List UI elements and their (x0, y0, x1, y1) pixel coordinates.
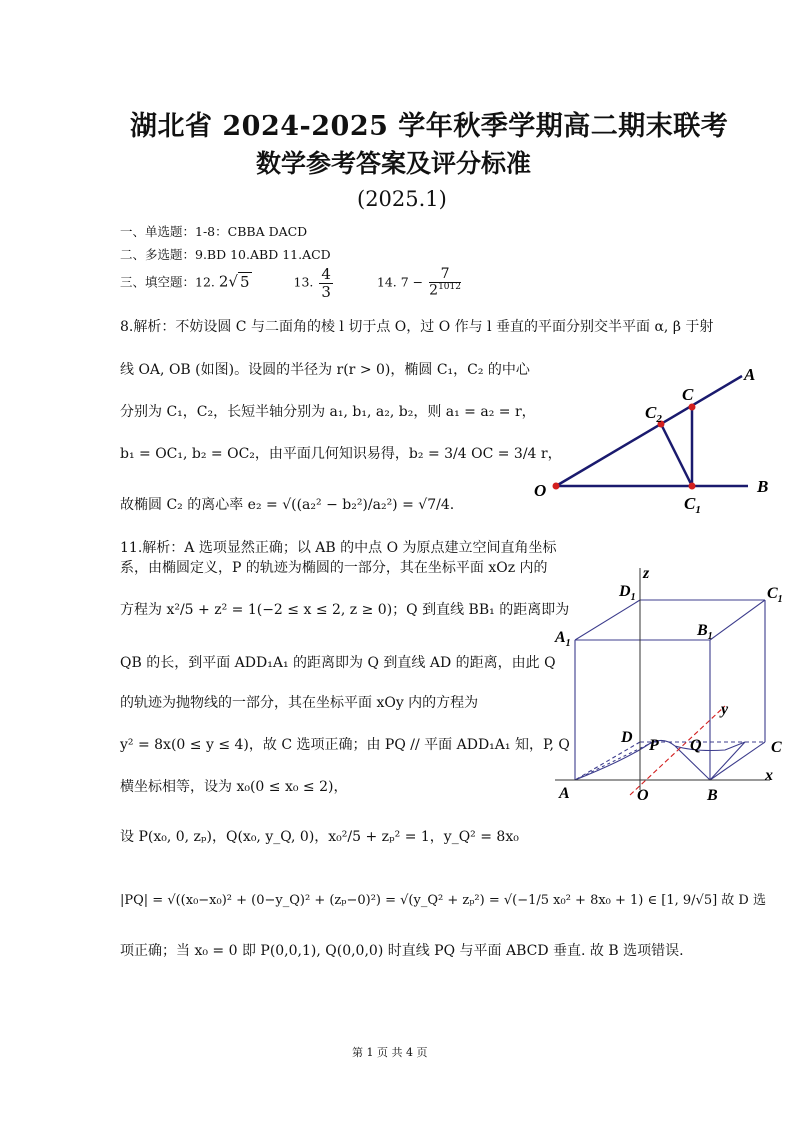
fig1-label-C: C (682, 385, 694, 404)
fig2-label-B: B (707, 787, 718, 804)
page-subtitle: 数学参考答案及评分标准 (256, 149, 532, 178)
figure-dihedral (520, 360, 790, 520)
q11-line5: 的轨迹为抛物线的一部分，其在坐标平面 xOy 内的方程为 (120, 695, 479, 711)
answer-multi-choice: 二、多选题：9.BD 10.ABD 11.ACD (120, 247, 331, 262)
q11-line1: 11.解析：A 选项显然正确；以 AB 的中点 O 为原点建立空间直角坐标 (120, 540, 557, 556)
q11-line2: 系，由椭圆定义，P 的轨迹为椭圆的一部分，其在坐标平面 xOz 内的 (120, 560, 548, 576)
q11-line7: 横坐标相等，设为 x₀(0 ≤ x₀ ≤ 2)， (120, 779, 348, 795)
fill-13-label: 13. (293, 274, 314, 290)
fill-13-fraction: $\frac{4}{3}$ (321, 265, 331, 301)
fig2-label-Q: Q (690, 737, 702, 754)
fig2-label-x: x (765, 767, 773, 784)
fill-prefix: 三、填空题：12. (120, 274, 215, 290)
fig1-label-C1: $C_1$ (684, 494, 701, 516)
q8-line4: b₁ = OC₁, b₂ = OC₂，由平面几何知识易得，b₂ = 3/4 OC = 3/4 r， (120, 446, 562, 462)
q11-line4: QB 的长，到平面 ADD₁A₁ 的距离即为 Q 到直线 AD 的距离，由此 Q (120, 655, 556, 671)
page-title: 湖北省 2024-2025 学年秋季学期高二期末联考 (130, 111, 729, 142)
q8-line3: 分别为 C₁，C₂，长短半轴分别为 a₁, b₁, a₂, b₂，则 a₁ = a₂ = r， (120, 404, 536, 420)
fig1-label-A: A (744, 365, 756, 384)
fig2-label-P: P (649, 737, 659, 754)
q11-line10: 项正确；当 x₀ = 0 即 P(0,0,1), Q(0,0,0) 时直线 PQ 与平面 ABCD 垂直. 故 B 选项错误. (120, 943, 684, 959)
page-date: (2025.1) (357, 187, 447, 211)
q11-line3: 方程为 x²/5 + z² = 1(−2 ≤ x ≤ 2, z ≥ 0)；Q 到直线 BB₁ 的距离即为 (120, 602, 570, 618)
fig2-label-D: D (621, 729, 633, 746)
fig2-label-A1: $A_1$ (555, 629, 571, 649)
page-footer: 第 1 页 共 4 页 (352, 1046, 428, 1059)
fig2-label-C1: $C_1$ (767, 585, 783, 605)
q8-line2: 线 OA, OB (如图)。设圆的半径为 r(r > 0)，椭圆 C₁，C₂ 的中心 (120, 362, 530, 378)
figure-cube (545, 560, 790, 810)
fig1-label-O: O (534, 481, 547, 500)
fill-14-label: 14. 7 − (376, 274, 424, 290)
fig1-label-C2: $C_2$ (645, 403, 662, 425)
q11-line9: |PQ| = √((x₀−x₀)² + (0−y_Q)² + (zₚ−0)²) = √(y_Q² + zₚ²) = √(−1/5 x₀² + 8x₀ + 1) ∈ [1, 9/√5] 故 D 选 (120, 893, 766, 908)
fill-12-value: 2√ 5 (218, 272, 250, 291)
fig2-label-B1: $B_1$ (697, 622, 713, 642)
q11-line8: 设 P(x₀, 0, zₚ)，Q(x₀, y_Q, 0)，x₀²/5 + zₚ² = 1，y_Q² = 8x₀ (120, 829, 519, 845)
q8-line5: 故椭圆 C₂ 的离心率 e₂ = √((a₂² − b₂²)/a₂²) = √7/4. (120, 497, 455, 513)
q8-line1: 8.解析：不妨设圆 C 与二面角的棱 l 切于点 O，过 O 作与 l 垂直的平面分别交半平面 α, β 于射 (120, 319, 714, 335)
fig2-label-z: z (643, 565, 650, 582)
answer-single-choice: 一、单选题：1-8：CBBA DACD (120, 224, 308, 239)
fig2-label-C: C (771, 739, 782, 756)
q11-line6: y² = 8x(0 ≤ y ≤ 4)，故 C 选项正确；由 PQ // 平面 ADD₁A₁ 知，P, Q (120, 737, 570, 753)
answer-fill-in (120, 266, 463, 300)
fill-14-fraction: $\frac{7}{2^{1012}}$ (429, 265, 461, 299)
fig2-label-A: A (559, 785, 570, 802)
fig2-label-D1: $D_1$ (619, 583, 636, 603)
fig2-label-O: O (637, 787, 649, 804)
fig1-label-B: B (757, 477, 769, 496)
fig2-label-y: y (721, 701, 729, 718)
